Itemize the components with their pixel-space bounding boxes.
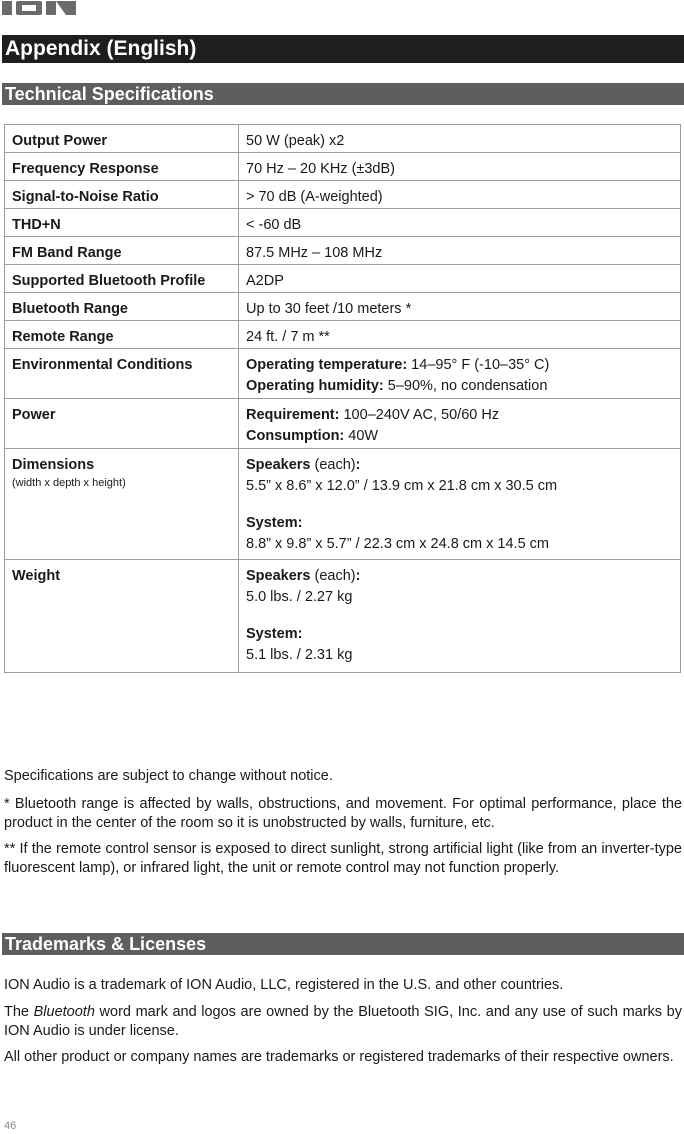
system-dimensions: 8.8” x 9.8” x 5.7” / 22.3 cm x 24.8 cm x 14.5 cm	[246, 536, 550, 552]
requirement-label: Requirement:	[246, 407, 340, 423]
spec-value: 87.5 MHz – 108 MHz	[239, 237, 681, 265]
spec-label: Weight	[5, 560, 239, 673]
bluetooth-trademark-pre: The	[4, 1004, 34, 1020]
speakers-colon: :	[355, 568, 361, 584]
spec-label: Remote Range	[5, 321, 239, 349]
ion-logo	[2, 1, 76, 15]
trademarks-heading: Trademarks & Licenses	[2, 933, 684, 955]
spec-row-environmental	[5, 349, 681, 399]
speakers-heading	[246, 566, 673, 587]
operating-temperature	[246, 355, 673, 376]
spec-row-frequency-response	[5, 153, 681, 181]
page-number: 46	[4, 1120, 17, 1132]
power-requirement	[246, 405, 673, 426]
spec-label: Output Power	[5, 125, 239, 153]
spec-value: 50 W (peak) x2	[239, 125, 681, 153]
spec-value	[239, 449, 681, 560]
temperature-label: Operating temperature:	[246, 357, 408, 373]
spec-row-thd	[5, 209, 681, 237]
spec-value	[239, 349, 681, 399]
system-weight: 5.1 lbs. / 2.31 kg	[246, 647, 353, 663]
spec-row-weight	[5, 560, 681, 673]
speakers-weight: 5.0 lbs. / 2.27 kg	[246, 589, 353, 605]
system-label: System:	[246, 515, 303, 531]
spec-label	[5, 449, 239, 560]
spec-value: 70 Hz – 20 KHz (±3dB)	[239, 153, 681, 181]
spec-row-bluetooth-range	[5, 293, 681, 321]
power-consumption	[246, 426, 673, 447]
spec-label: Bluetooth Range	[5, 293, 239, 321]
speakers-dimensions: 5.5” x 8.6” x 12.0” / 13.9 cm x 21.8 cm x 30.5 cm	[246, 478, 558, 494]
consumption-value: 40W	[344, 428, 379, 444]
humidity-value: 5–90%, no condensation	[383, 378, 548, 394]
speakers-each: (each)	[310, 568, 356, 584]
spacer	[246, 608, 673, 624]
humidity-label: Operating humidity:	[246, 378, 384, 394]
speakers-label: Speakers	[246, 457, 311, 473]
spec-value	[239, 399, 681, 449]
appendix-heading: Appendix (English)	[2, 35, 684, 63]
spec-row-remote-range	[5, 321, 681, 349]
temperature-value: 14–95° F (-10–35° C)	[407, 357, 550, 373]
spec-label: THD+N	[5, 209, 239, 237]
specifications-table	[4, 124, 681, 673]
spec-value: < -60 dB	[239, 209, 681, 237]
spec-row-snr	[5, 181, 681, 209]
change-notice: Specifications are subject to change without notice.	[4, 768, 333, 784]
spec-value: > 70 dB (A-weighted)	[239, 181, 681, 209]
dimensions-sublabel: (width x depth x height)	[12, 477, 126, 489]
spec-row-fm-band	[5, 237, 681, 265]
spec-label: Frequency Response	[5, 153, 239, 181]
spec-row-power	[5, 399, 681, 449]
spec-value: 24 ft. / 7 m **	[239, 321, 681, 349]
tech-specs-heading: Technical Specifications	[2, 83, 684, 105]
spec-label: Power	[5, 399, 239, 449]
spacer	[246, 497, 673, 513]
spec-value	[239, 560, 681, 673]
operating-humidity	[246, 376, 673, 397]
spec-label: Environmental Conditions	[5, 349, 239, 399]
other-trademarks-text: All other product or company names are trademarks or registered trademarks of their respective owners.	[4, 1049, 674, 1065]
spec-value: A2DP	[239, 265, 681, 293]
spec-value: Up to 30 feet /10 meters *	[239, 293, 681, 321]
speakers-heading	[246, 455, 673, 476]
bluetooth-trademark-post: word mark and logos are owned by the Bluetooth SIG, Inc. and any use of such marks by ION Audio is under license.	[4, 1004, 682, 1039]
spec-row-dimensions	[5, 449, 681, 560]
bluetooth-range-footnote: * Bluetooth range is affected by walls, obstructions, and movement. For optimal performance, place the product in the center of the room so it is unobstructed by walls, furniture, etc.	[4, 796, 682, 831]
speakers-each: (each)	[310, 457, 356, 473]
bluetooth-trademark-text	[4, 1003, 682, 1041]
speakers-label: Speakers	[246, 568, 311, 584]
spec-row-output-power	[5, 125, 681, 153]
dimensions-label: Dimensions	[12, 457, 95, 473]
ion-trademark-text: ION Audio is a trademark of ION Audio, LLC, registered in the U.S. and other countries.	[4, 977, 564, 993]
system-label: System:	[246, 626, 303, 642]
spec-label: Supported Bluetooth Profile	[5, 265, 239, 293]
bluetooth-word: Bluetooth	[33, 1004, 95, 1020]
spec-row-bluetooth-profile	[5, 265, 681, 293]
spec-label: FM Band Range	[5, 237, 239, 265]
remote-sensor-footnote: ** If the remote control sensor is exposed to direct sunlight, strong artificial light (like from an inverter-type fluorescent lamp), or infrared light, the unit or remote control may not function properly.	[4, 841, 682, 876]
consumption-label: Consumption:	[246, 428, 345, 444]
spec-label: Signal-to-Noise Ratio	[5, 181, 239, 209]
requirement-value: 100–240V AC, 50/60 Hz	[339, 407, 500, 423]
speakers-colon: :	[355, 457, 361, 473]
